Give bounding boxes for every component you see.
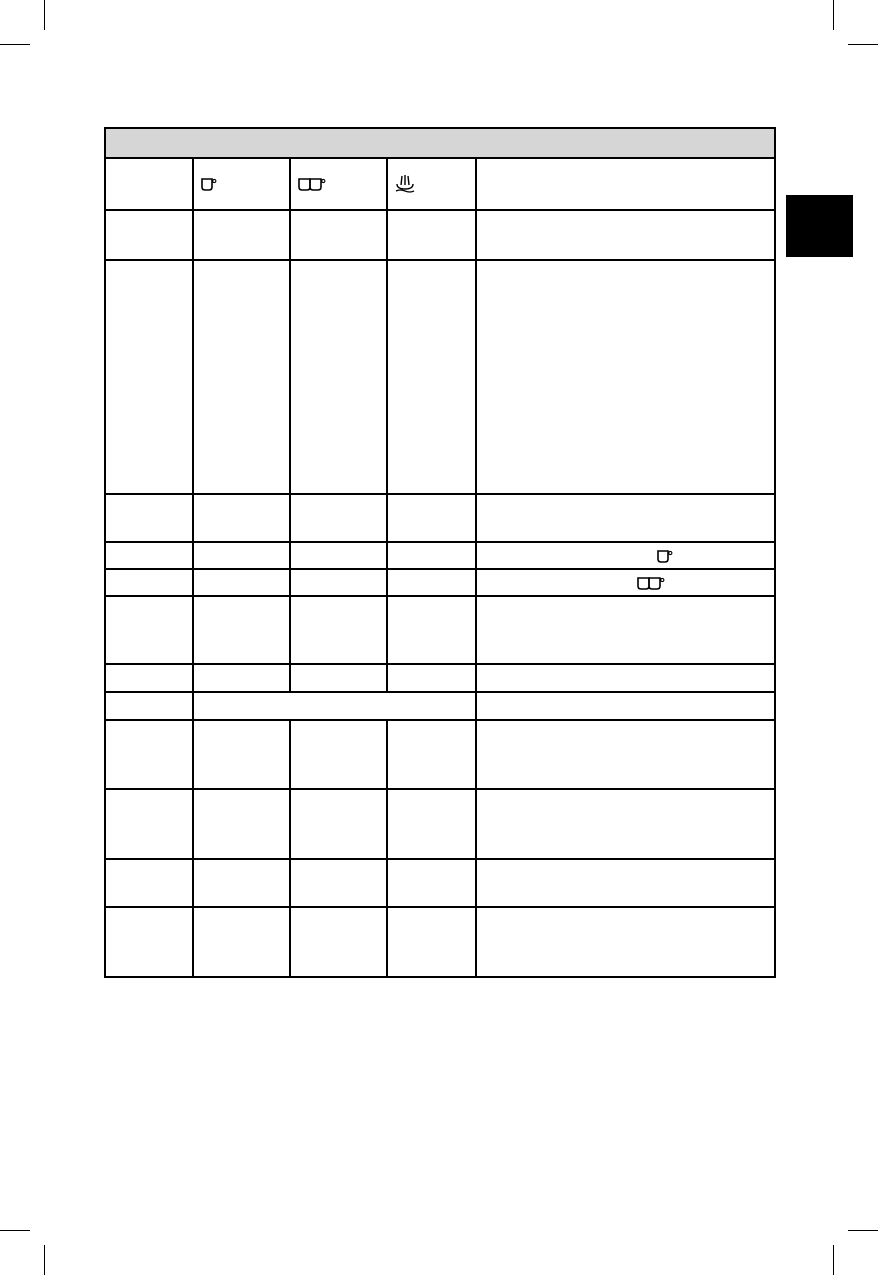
table-cell (387, 542, 476, 569)
table-cell (193, 494, 290, 542)
table-cell (387, 596, 476, 664)
table-row (105, 692, 775, 720)
table-cell (193, 260, 290, 494)
table-cell (290, 596, 387, 664)
table-cell (105, 859, 193, 907)
table-cell (290, 260, 387, 494)
header-col4 (387, 158, 476, 210)
table-cell (387, 260, 476, 494)
table-cell (193, 596, 290, 664)
table-cell (476, 210, 775, 260)
section-tab (786, 195, 853, 257)
crop-mark (848, 1230, 878, 1231)
table-cell (105, 260, 193, 494)
table-cell (476, 859, 775, 907)
crop-mark (44, 0, 45, 30)
header-col2 (193, 158, 290, 210)
crop-mark (833, 0, 834, 30)
table-cell (105, 210, 193, 260)
table-cell (387, 789, 476, 859)
table-row (105, 664, 775, 692)
table-cell (476, 720, 775, 789)
table-cell (193, 907, 290, 977)
table-cell (290, 664, 387, 692)
table-row (105, 859, 775, 907)
table-cell (193, 664, 290, 692)
crop-mark (833, 1245, 834, 1275)
table-row (105, 494, 775, 542)
table-title (105, 128, 775, 158)
crop-mark (0, 44, 30, 45)
table-cell (476, 907, 775, 977)
table-cell (387, 569, 476, 596)
table-cell (290, 210, 387, 260)
table-cell (290, 569, 387, 596)
steam-icon (394, 174, 416, 194)
table-cell (105, 907, 193, 977)
table-cell (476, 664, 775, 692)
crop-mark (0, 1230, 30, 1231)
table-title-row (105, 128, 775, 158)
table-cell (387, 907, 476, 977)
table-cell (387, 859, 476, 907)
table-header-row (105, 158, 775, 210)
table-cell (476, 692, 775, 720)
table-cell (193, 720, 290, 789)
table-cell (105, 720, 193, 789)
table-cell (290, 859, 387, 907)
table-row (105, 542, 775, 569)
table-cell (387, 664, 476, 692)
table-row (105, 569, 775, 596)
table-cell (476, 789, 775, 859)
table-cell (387, 210, 476, 260)
table-cell (105, 789, 193, 859)
table-cell (290, 542, 387, 569)
table-cell (193, 542, 290, 569)
table-cell (105, 664, 193, 692)
header-col5 (476, 158, 775, 210)
table-row (105, 210, 775, 260)
table-cell (105, 692, 193, 720)
table-row (105, 907, 775, 977)
table-cell (476, 569, 775, 596)
table-row (105, 596, 775, 664)
table-cell (290, 907, 387, 977)
table-cell-merged (193, 692, 476, 720)
table-cell (387, 720, 476, 789)
table-cell (193, 210, 290, 260)
crop-mark (44, 1245, 45, 1275)
single-cup-icon (200, 176, 218, 192)
table-cell (476, 542, 775, 569)
header-col3 (290, 158, 387, 210)
table-cell (387, 494, 476, 542)
table-cell (476, 596, 775, 664)
table-cell (105, 494, 193, 542)
single-cup-icon (656, 548, 674, 564)
table-cell (290, 494, 387, 542)
crop-mark (848, 44, 878, 45)
table-cell (476, 260, 775, 494)
table-cell (105, 596, 193, 664)
table-cell (193, 569, 290, 596)
table-cell (290, 720, 387, 789)
table-cell (476, 494, 775, 542)
table-cell (193, 789, 290, 859)
table-cell (290, 789, 387, 859)
table-cell (193, 859, 290, 907)
table-cell (105, 542, 193, 569)
double-cup-icon (297, 176, 329, 192)
double-cup-icon (636, 575, 668, 591)
settings-table (104, 127, 776, 978)
table-cell (105, 569, 193, 596)
table-row (105, 260, 775, 494)
table-row (105, 789, 775, 859)
table-row (105, 720, 775, 789)
header-col1 (105, 158, 193, 210)
